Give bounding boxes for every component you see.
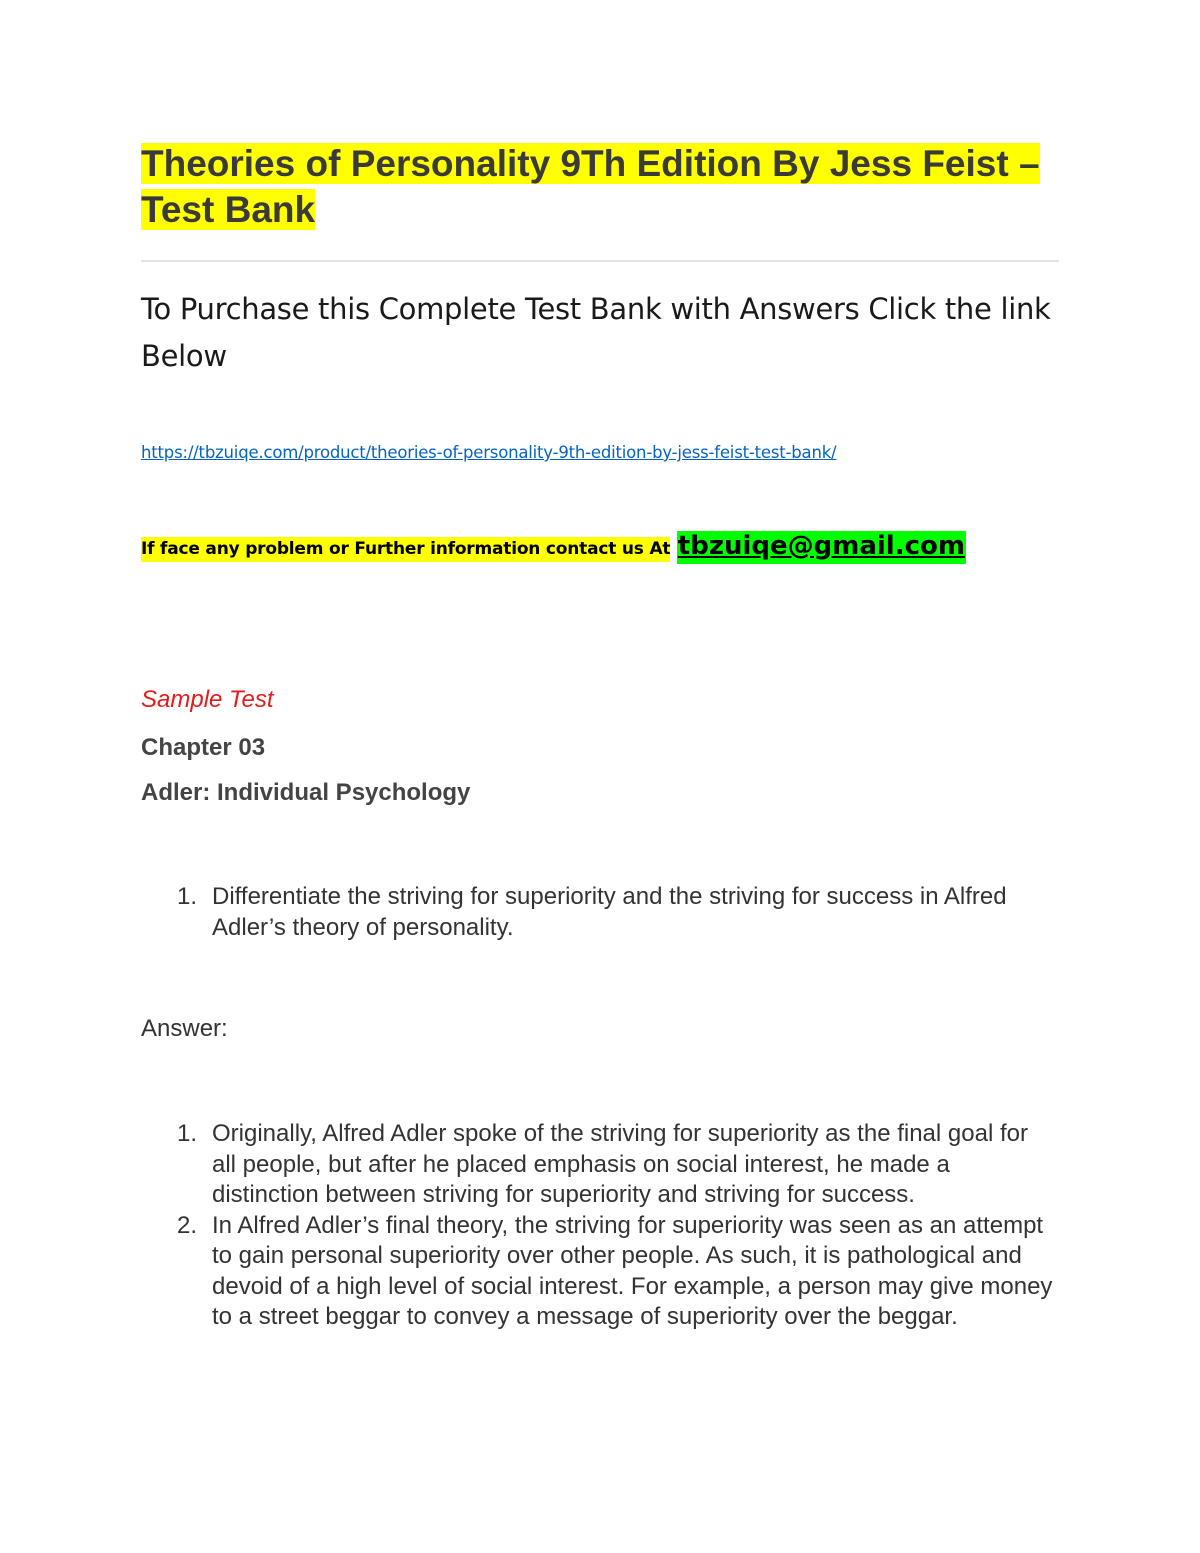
question-item: [177, 882, 1027, 943]
answer-text: Originally, Alfred Adler spoke of the striving for superiority as the final goal for all people, but after he placed emphasis on social interest, he made a distinction between striving for superiority and striving for success.: [212, 1120, 1028, 1208]
purchase-instructions: To Purchase this Complete Test Bank with Answers Click the link Below: [141, 292, 1051, 373]
answer-text: In Alfred Adler’s final theory, the striving for superiority was seen as an attempt to gain personal superiority over other people. As such, it is pathological and devoid of a high level of social interest. For example, a person may give money to a street beggar to convey a message of superiority over the beggar.: [212, 1211, 1053, 1330]
answer-number: 1.: [177, 1120, 198, 1147]
contact-line: [141, 531, 966, 561]
title-highlight: Theories of Personality 9Th Edition By Jess Feist – Test Bank: [141, 143, 1040, 230]
chapter-title: Adler: Individual Psychology: [141, 779, 471, 806]
answer-number: 2.: [177, 1211, 198, 1239]
product-link[interactable]: https://tbzuiqe.com/product/theories-of-personality-9th-edition-by-jess-feist-test-bank/: [141, 443, 837, 462]
answer-item: [177, 1119, 1057, 1211]
contact-message: If face any problem or Further information contact us At: [141, 537, 670, 562]
answer-list: [177, 1119, 1057, 1333]
question-number: 1.: [177, 883, 198, 910]
answer-item: [177, 1211, 1057, 1333]
contact-email-link[interactable]: tbzuiqe@gmail.com: [677, 531, 966, 564]
answer-label: Answer:: [141, 1015, 228, 1042]
document-title: [141, 141, 1059, 233]
question-text: Differentiate the striving for superiority and the striving for success in Alfred Adler’s theory of personality.: [212, 883, 1007, 941]
question-list: [177, 882, 1027, 943]
sample-test-label: Sample Test: [141, 686, 274, 713]
horizontal-divider: [141, 260, 1059, 262]
chapter-number: Chapter 03: [141, 734, 266, 761]
